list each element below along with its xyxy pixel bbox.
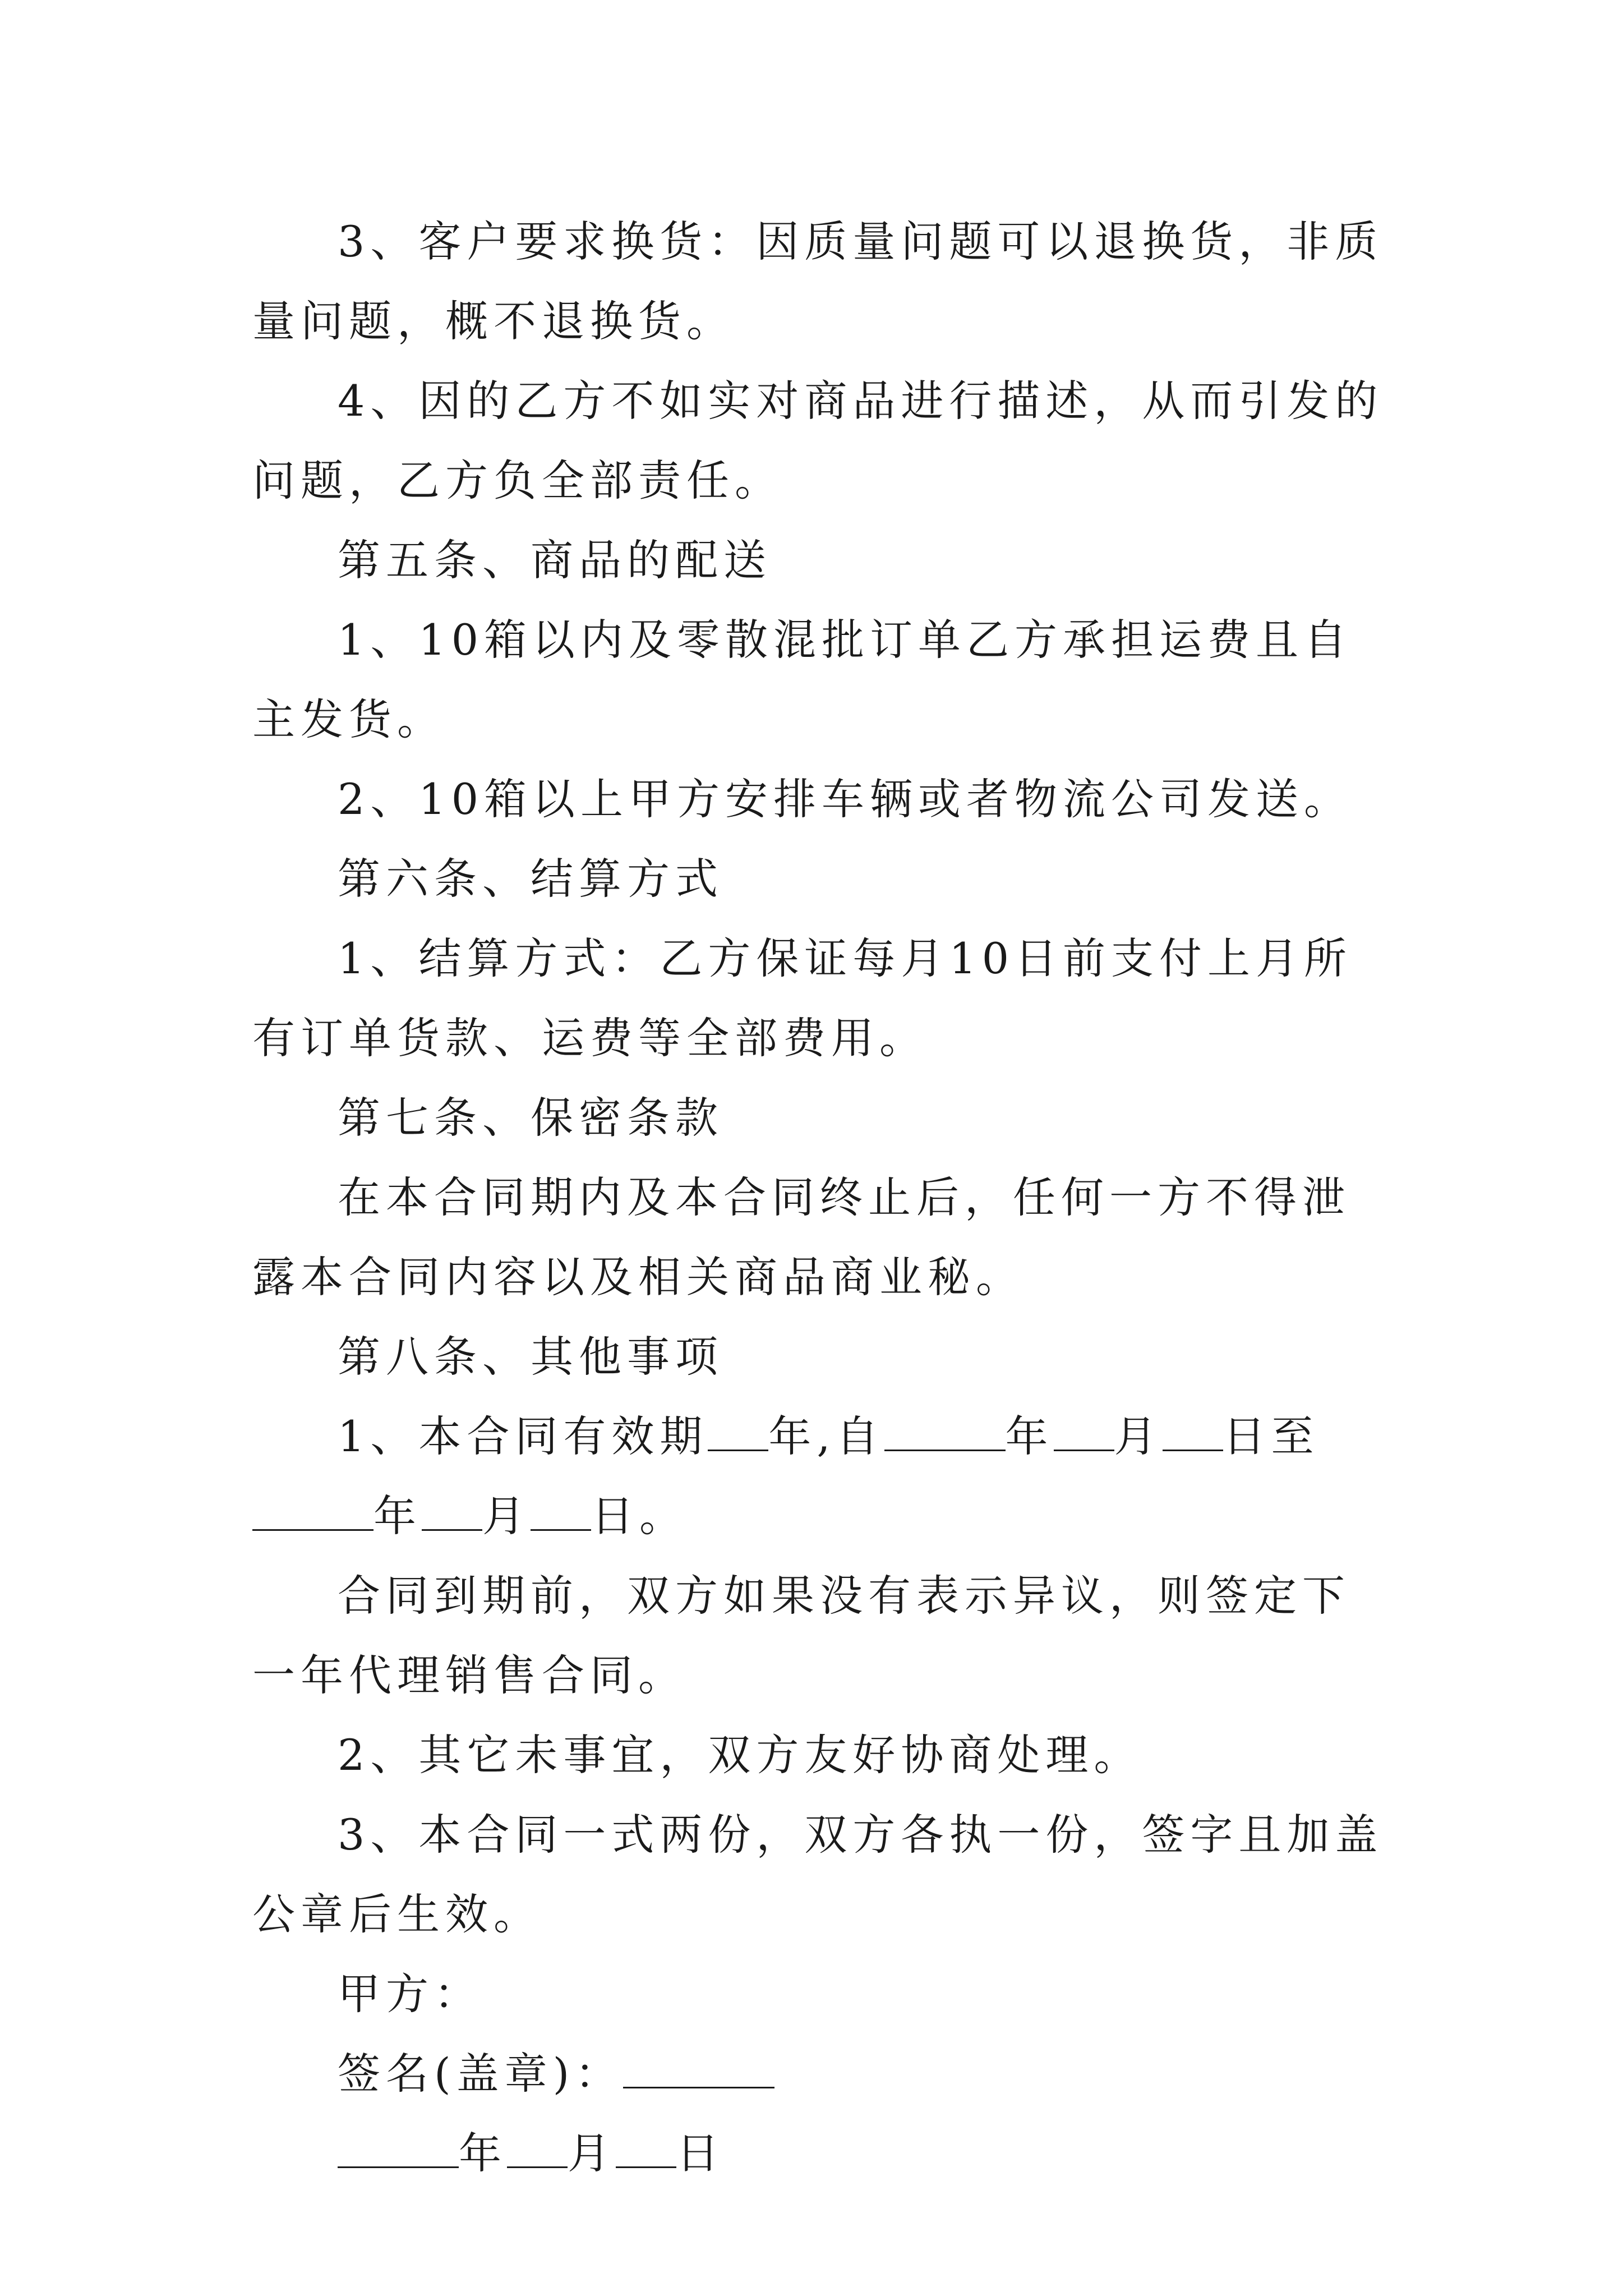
sign-year-blank	[338, 2125, 459, 2168]
end-month-label: 月	[482, 1491, 531, 1541]
document-body	[252, 202, 1391, 2193]
article-6-heading: 第六条、结算方式	[338, 854, 723, 904]
start-month-label: 月	[1114, 1411, 1163, 1461]
clause-renewal: 合同到期前，双方如果没有表示异议，则签定下一年代理销售合同。	[252, 1571, 1350, 1700]
clause-confidentiality: 在本合同期内及本合同终止后，任何一方不得泄露本合同内容以及相关商品商业秘。	[252, 1172, 1350, 1302]
sign-day-blank	[616, 2125, 676, 2168]
term-years-blank	[708, 1408, 768, 1451]
end-month-blank	[422, 1488, 482, 1531]
signature-date-line	[252, 2114, 1391, 2193]
clause-settlement: 1、结算方式：乙方保证每月10日前支付上月所有订单货款、运费等全部费用。	[252, 933, 1353, 1063]
clause-term	[252, 1397, 1391, 1556]
clause-other-matters: 2、其它未事宜，双方友好协商处理。	[338, 1730, 1142, 1780]
start-day-label: 日至	[1223, 1411, 1320, 1461]
signature-blank	[623, 2045, 774, 2088]
article-7-heading: 第七条、保密条款	[338, 1093, 723, 1143]
sign-day-label: 日	[676, 2128, 725, 2178]
clause-delivery-small: 1、10箱以内及零散混批订单乙方承担运费且自主发货。	[252, 615, 1353, 744]
start-year-blank	[884, 1408, 1006, 1451]
party-a-label: 甲方：	[338, 1969, 482, 2019]
sign-year-label: 年	[459, 2128, 507, 2178]
end-day-label: 日。	[591, 1491, 688, 1541]
sign-month-label: 月	[568, 2128, 616, 2178]
article-8-heading: 第八条、其他事项	[338, 1332, 723, 1382]
sign-month-blank	[507, 2125, 568, 2168]
clause-delivery-large: 2、10箱以上甲方安排车辆或者物流公司发送。	[338, 774, 1353, 824]
term-year-unit: 年,自	[768, 1411, 884, 1461]
clause-description-liability: 4、因的乙方不如实对商品进行描述，从而引发的问题，乙方负全部责任。	[252, 376, 1384, 505]
end-year-label: 年	[374, 1491, 422, 1541]
signature-label: 签名(盖章)：	[338, 2049, 624, 2099]
article-5-heading: 第五条、商品的配送	[338, 535, 772, 585]
term-prefix: 1、本合同有效期	[338, 1411, 708, 1461]
end-year-blank	[252, 1488, 374, 1531]
start-year-label: 年	[1005, 1411, 1054, 1461]
start-month-blank	[1054, 1408, 1114, 1451]
start-day-blank	[1163, 1408, 1223, 1451]
signature-line	[252, 2034, 1391, 2114]
clause-exchange: 3、客户要求换货：因质量问题可以退换货，非质量问题，概不退换货。	[252, 217, 1384, 346]
end-day-blank	[531, 1488, 591, 1531]
clause-copies: 3、本合同一式两份，双方各执一份，签字且加盖公章后生效。	[252, 1810, 1384, 1939]
